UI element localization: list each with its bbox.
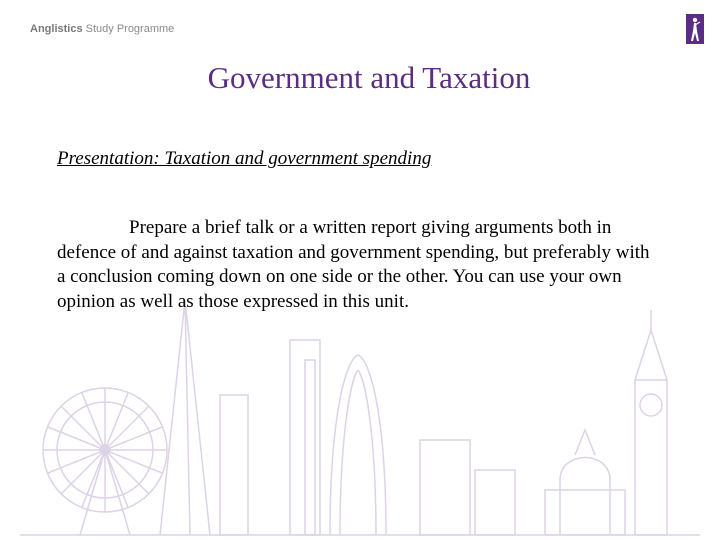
task-description: Prepare a brief talk or a written report giving arguments both in defence of and against taxation and government spending, but preferably with a conclusion coming down on one side or the other. You can use your own opinion as well as those expressed in this unit. xyxy=(57,217,650,312)
brand-subtitle: Study Programme xyxy=(82,23,175,35)
brand-label xyxy=(30,23,174,35)
slide-title: Government and Taxation xyxy=(207,60,531,95)
presentation-heading: Presentation: Taxation and government spending xyxy=(57,148,432,169)
brand-name: Anglistics xyxy=(30,23,83,35)
figure-silhouette-icon xyxy=(686,14,704,44)
